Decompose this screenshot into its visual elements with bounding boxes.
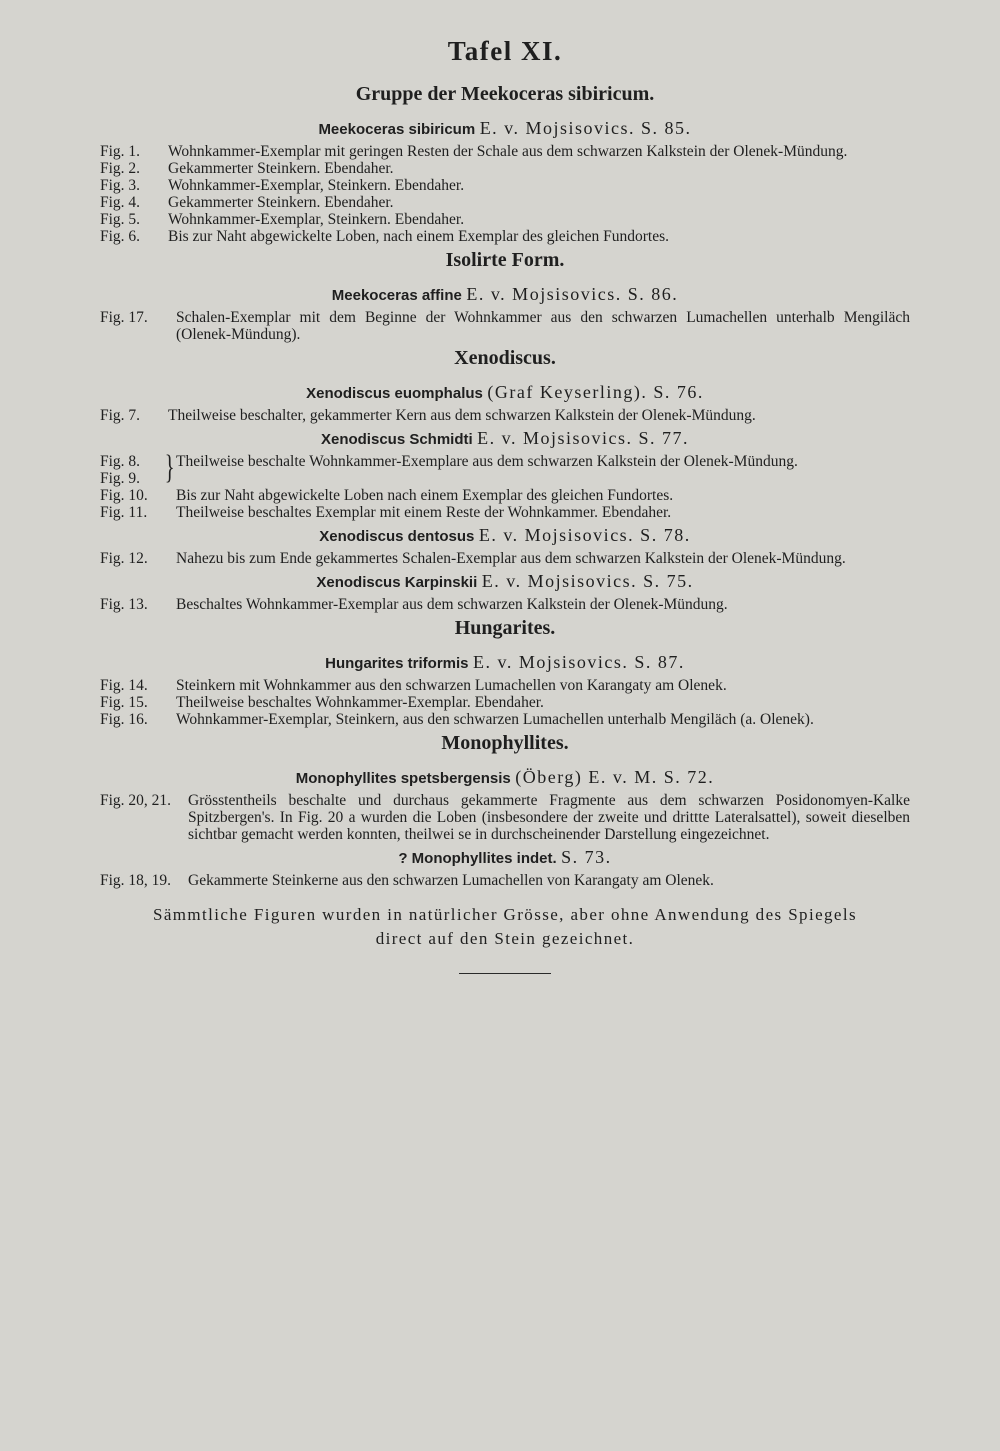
figure-entry: [100, 487, 910, 504]
species-heading: [100, 382, 910, 403]
closing-note-line: Sämmtliche Figuren wurden in natürlicher Grösse, aber ohne Anwendung des Spiegels: [152, 905, 858, 924]
figure-label: Fig. 20, 21.: [100, 792, 172, 809]
figure-list: [100, 407, 910, 424]
figure-list: [100, 677, 910, 728]
species-heading: [100, 652, 910, 673]
species-name: Xenodiscus euomphalus: [306, 385, 483, 402]
species-heading: [100, 767, 910, 788]
closing-note-line: direct auf den Stein gezeichnet.: [375, 929, 635, 948]
closing-note: [100, 903, 910, 951]
figure-caption: Beschaltes Wohnkammer-Exemplar aus dem schwarzen Kalkstein der Olenek-Mündung.: [176, 596, 728, 613]
species-heading: [100, 847, 910, 868]
species-heading: [100, 428, 910, 449]
figure-entry-braced: [100, 449, 910, 487]
group-title-meekoceras: Gruppe der Meekoceras sibiricum.: [355, 83, 655, 105]
species-author: E. v. Mojsisovics. S. 77.: [477, 428, 690, 448]
figure-caption: Theilweise beschaltes Exemplar mit einem Reste der Wohnkammer. Ebendaher.: [176, 504, 672, 521]
figure-list: [100, 792, 910, 843]
figure-caption: Theilweise beschaltes Wohnkammer-Exemplar. Ebendaher.: [176, 694, 544, 711]
species-heading: [100, 284, 910, 305]
species-author: (Öberg) E. v. M. S. 72.: [515, 767, 715, 787]
figure-caption: Wohnkammer-Exemplar, Steinkern. Ebendaher.: [168, 211, 465, 228]
group-title-xenodiscus: Xenodiscus.: [454, 347, 556, 369]
figure-entry: [100, 211, 910, 228]
species-author: E. v. Mojsisovics. S. 86.: [466, 284, 679, 304]
figure-label: Fig. 5.: [100, 211, 141, 228]
figure-label: Fig. 8.: [100, 453, 141, 470]
figure-entry: [100, 596, 910, 613]
figure-label: Fig. 10.: [100, 487, 148, 504]
species-author: E. v. Mojsisovics. S. 78.: [478, 525, 691, 545]
figure-caption: Gekammerte Steinkerne aus den schwarzen Lumachellen von Karangaty am Olenek.: [188, 872, 714, 889]
figure-caption: Schalen-Exemplar mit dem Beginne der Wohnkammer aus den schwarzen Lumachellen unterhalb Mengiläch (Olenek-Mündung).: [176, 309, 910, 343]
species-author: E. v. Mojsisovics. S. 87.: [473, 652, 685, 672]
figure-entry: [100, 194, 910, 211]
species-name: Xenodiscus dentosus: [319, 528, 475, 545]
species-name: ? Monophyllites indet.: [398, 850, 557, 867]
closing-rule: [459, 973, 551, 974]
figure-label: Fig. 7.: [100, 407, 141, 424]
figure-caption: Nahezu bis zum Ende gekammertes Schalen-Exemplar aus dem schwarzen Kalkstein der Olenek-Mündung.: [176, 550, 846, 567]
figure-label: Fig. 16.: [100, 711, 148, 728]
figure-label: Fig. 13.: [100, 596, 148, 613]
figure-label: Fig. 15.: [100, 694, 148, 711]
figure-label: Fig. 3.: [100, 177, 141, 194]
figure-label: Fig. 6.: [100, 228, 141, 245]
figure-entry: [100, 711, 910, 728]
group-title-isolirte: Isolirte Form.: [445, 249, 565, 271]
figure-entry: [100, 309, 910, 343]
figure-caption: Grösstentheils beschalte und durchaus gekammerte Fragmente aus dem schwarzen Posidonomyen-Kalke Spitzbergen's. In Fig. 20 a wurden die Loben (insbesondere der zweite und drittte Lateralsattel), soweit dieselben sichtbar gemacht werden konnten, theilwei se in durchscheinender Darstellung eingezeichnet.: [188, 792, 910, 843]
figure-entry: [100, 504, 910, 521]
figure-caption: Theilweise beschalte Wohnkammer-Exemplare aus dem schwarzen Kalkstein der Olenek-Mündung.: [176, 453, 798, 470]
species-name: Hungarites triformis: [325, 655, 469, 672]
species-heading: [100, 571, 910, 592]
species-heading: [100, 525, 910, 546]
figure-caption: Gekammerter Steinkern. Ebendaher.: [168, 160, 394, 177]
figure-list: [100, 596, 910, 613]
figure-entry: [100, 677, 910, 694]
figure-entry: [100, 694, 910, 711]
figure-caption: Wohnkammer-Exemplar, Steinkern. Ebendaher.: [168, 177, 465, 194]
figure-entry: [100, 160, 910, 177]
species-author: E. v. Mojsisovics. S. 85.: [479, 118, 692, 138]
species-heading: [100, 118, 910, 139]
figure-caption: Bis zur Naht abgewickelte Loben nach einem Exemplar des gleichen Fundortes.: [176, 487, 674, 504]
species-name: Meekoceras sibiricum: [318, 121, 476, 138]
figure-entry: [100, 228, 910, 245]
figure-entry: [100, 872, 910, 889]
brace-icon: }: [164, 449, 175, 486]
figure-entry: [100, 177, 910, 194]
figure-caption: Wohnkammer-Exemplar mit geringen Resten der Schale aus dem schwarzen Kalkstein der Olenek-Mündung.: [168, 143, 848, 160]
species-name: Xenodiscus Schmidti: [320, 431, 473, 448]
species-name: Xenodiscus Karpinskii: [316, 574, 478, 591]
species-author: (Graf Keyserling). S. 76.: [487, 382, 704, 402]
figure-label: Fig. 12.: [100, 550, 148, 567]
plate-title: Tafel XI.: [447, 36, 563, 66]
species-author: E. v. Mojsisovics. S. 75.: [481, 571, 694, 591]
species-author: S. 73.: [561, 847, 612, 867]
figure-caption: Gekammerter Steinkern. Ebendaher.: [168, 194, 394, 211]
figure-list: [100, 872, 910, 889]
figure-entry: [100, 792, 910, 843]
group-title-monophyllites: Monophyllites.: [441, 732, 569, 754]
figure-label: Fig. 4.: [100, 194, 141, 211]
figure-caption: Bis zur Naht abgewickelte Loben, nach einem Exemplar des gleichen Fundortes.: [168, 228, 670, 245]
figure-label-group: [100, 453, 162, 487]
species-name: Monophyllites spetsbergensis: [295, 770, 511, 787]
group-title-hungarites: Hungarites.: [454, 617, 556, 639]
figure-label: Fig. 17.: [100, 309, 148, 326]
figure-caption: Wohnkammer-Exemplar, Steinkern, aus den schwarzen Lumachellen unterhalb Mengiläch (a. Olenek).: [176, 711, 814, 728]
figure-label: Fig. 1.: [100, 143, 141, 160]
figure-entry: [100, 550, 910, 567]
figure-caption: Steinkern mit Wohnkammer aus den schwarzen Lumachellen von Karangaty am Olenek.: [176, 677, 727, 694]
figure-label: Fig. 14.: [100, 677, 148, 694]
figure-list: [100, 143, 910, 245]
figure-entry: [100, 143, 910, 160]
figure-list: [100, 309, 910, 343]
figure-label: Fig. 2.: [100, 160, 141, 177]
figure-label: Fig. 11.: [100, 504, 148, 521]
figure-label: Fig. 9.: [100, 470, 141, 487]
figure-list: [100, 487, 910, 521]
species-name: Meekoceras affine: [331, 287, 462, 304]
figure-caption: Theilweise beschalter, gekammerter Kern aus dem schwarzen Kalkstein der Olenek-Mündung.: [168, 407, 756, 424]
figure-entry: [100, 407, 910, 424]
figure-label: Fig. 18, 19.: [100, 872, 172, 889]
figure-list: [100, 550, 910, 567]
